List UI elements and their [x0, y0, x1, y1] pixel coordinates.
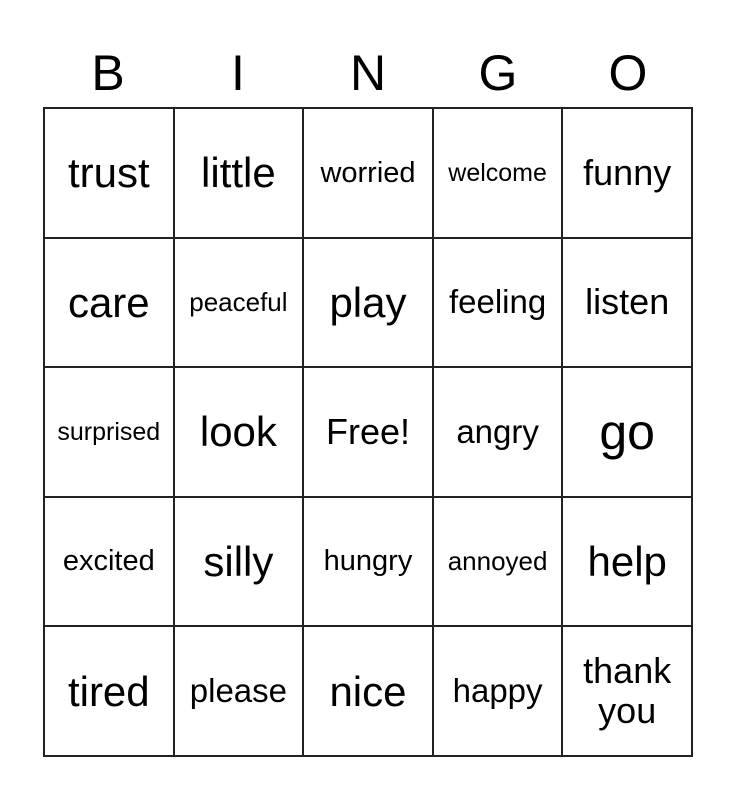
cell-word: surprised: [57, 417, 161, 446]
bingo-cell: [433, 626, 563, 756]
bingo-cell: [44, 367, 174, 497]
bingo-cell free-space: [303, 367, 433, 497]
bingo-cell: [562, 238, 692, 368]
bingo-cell: [174, 108, 304, 238]
bingo-cell: [44, 108, 174, 238]
bingo-cell: [303, 238, 433, 368]
cell-word: angry: [456, 412, 539, 450]
header-letter-n: N: [349, 45, 387, 101]
header-letter-o: O: [608, 45, 648, 101]
cell-word: play: [329, 278, 407, 326]
bingo-cell: [433, 367, 563, 497]
bingo-cell: [174, 238, 304, 368]
bingo-cell: [174, 497, 304, 627]
bingo-cell: [433, 497, 563, 627]
bingo-cell: [562, 497, 692, 627]
bingo-cell: [562, 367, 692, 497]
bingo-cell: [562, 108, 692, 238]
cell-word: tired: [67, 667, 150, 715]
cell-word: little: [201, 149, 276, 197]
cell-word: please: [189, 671, 288, 709]
bingo-cell: [174, 626, 304, 756]
cell-word: hungry: [323, 545, 413, 578]
header-letter-i: I: [231, 45, 245, 101]
bingo-cell: [433, 108, 563, 238]
bingo-cell: [44, 238, 174, 368]
cell-word: worried: [320, 156, 416, 189]
cell-word: welcome: [448, 158, 547, 187]
bingo-cell: [303, 497, 433, 627]
bingo-cell: [44, 626, 174, 756]
cell-word: excited: [62, 545, 155, 578]
bingo-cell: [174, 367, 304, 497]
cell-word: care: [67, 278, 150, 326]
header-letter-g: G: [478, 45, 518, 101]
cell-word: peaceful: [189, 286, 288, 317]
cell-word: feeling: [448, 282, 547, 320]
header-letter-b: B: [91, 45, 125, 101]
cell-word: funny: [583, 151, 672, 193]
cell-word: trust: [67, 149, 150, 197]
bingo-board: [43, 107, 693, 757]
bingo-header: [43, 40, 693, 106]
cell-word: happy: [452, 671, 543, 709]
cell-word: listen: [585, 281, 670, 323]
bingo-cell: [562, 626, 692, 756]
cell-word: annoyed: [447, 546, 548, 577]
cell-word: thank you: [583, 649, 672, 732]
cell-word: nice: [329, 667, 407, 715]
cell-word: go: [599, 403, 655, 460]
cell-word: look: [199, 408, 277, 456]
bingo-cell: [303, 626, 433, 756]
bingo-cell: [44, 497, 174, 627]
cell-word: Free!: [325, 410, 410, 452]
bingo-cell: [433, 238, 563, 368]
cell-word: silly: [203, 538, 274, 586]
cell-word: help: [587, 538, 667, 586]
bingo-cell: [303, 108, 433, 238]
